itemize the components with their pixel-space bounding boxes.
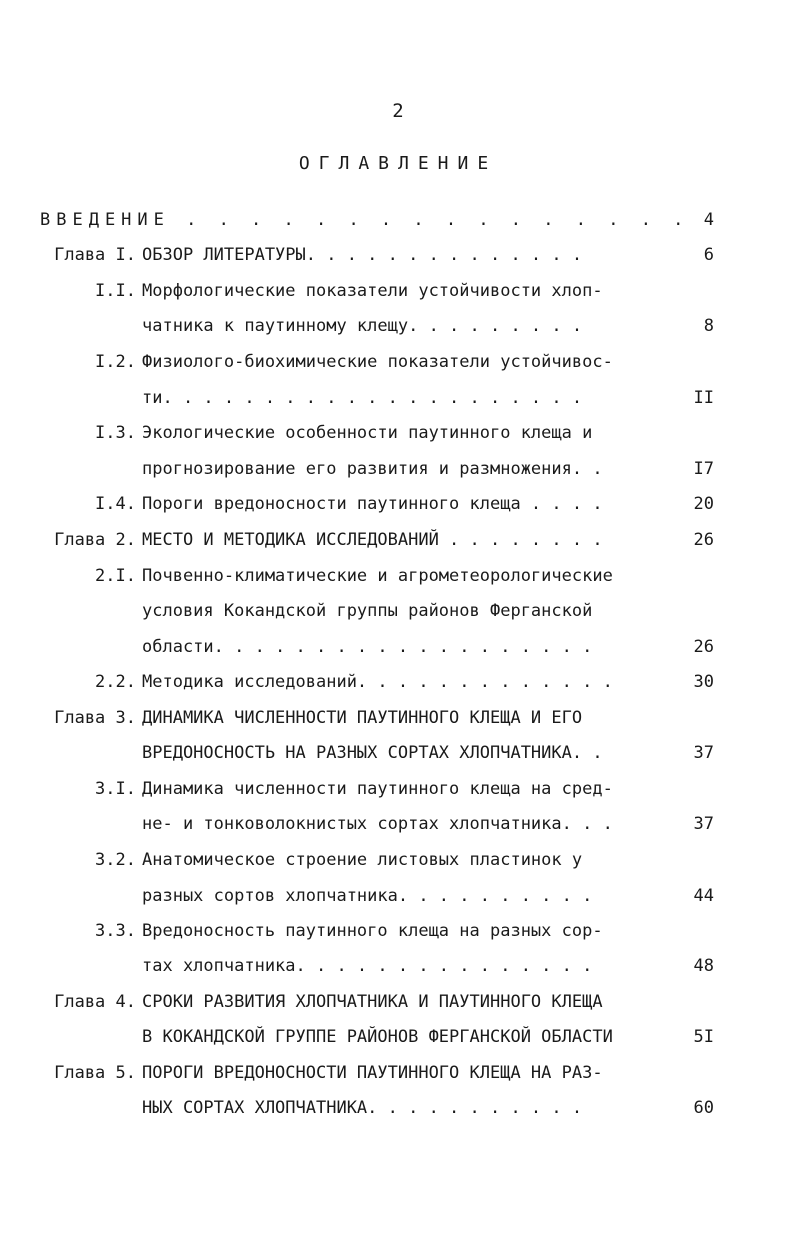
- toc-entry-text: Физиолого-биохимические показатели устойчивос-: [142, 352, 613, 372]
- toc-entry-text: прогнозирование его развития и размножения. .: [142, 459, 603, 479]
- toc-entry-text: МЕСТО И МЕТОДИКА ИССЛЕДОВАНИЙ . . . . . . . .: [142, 530, 603, 550]
- toc-entry-line: [0, 597, 796, 625]
- toc-entry-text: Почвенно-климатические и агрометеорологические: [142, 566, 613, 586]
- toc-entry-page: 60: [693, 1098, 714, 1118]
- toc-entry-text: ВВЕДЕНИЕ . . . . . . . . . . . . . . . .: [40, 210, 690, 230]
- toc-entry-text: ти. . . . . . . . . . . . . . . . . . . . .: [142, 388, 583, 408]
- toc-entry-page: 6: [703, 245, 714, 265]
- toc-entry-text: Экологические особенности паутинного клеща и: [142, 423, 593, 443]
- toc-entry-text: Вредоносность паутинного клеща на разных сор-: [142, 921, 603, 941]
- toc-entry-page: 8: [703, 316, 714, 336]
- toc-entry-label: Глава 3.: [54, 708, 136, 728]
- toc-entry-label: 3.3.: [95, 921, 136, 941]
- toc-entry-page: 26: [693, 530, 714, 550]
- toc-entry-line: [0, 526, 796, 554]
- toc-entry-label: I.3.: [95, 423, 136, 443]
- toc-entry-line: [0, 739, 796, 767]
- toc-entry-text: области. . . . . . . . . . . . . . . . . . .: [142, 637, 593, 657]
- toc-entry-text: НЫХ СОРТАХ ХЛОПЧАТНИКА. . . . . . . . . . .: [142, 1098, 583, 1118]
- toc-entry-text: чатника к паутинному клещу. . . . . . . . .: [142, 316, 583, 336]
- toc-entry-line: [0, 882, 796, 910]
- toc-entry-label: I.2.: [95, 352, 136, 372]
- toc-entry-page: 4: [703, 210, 714, 230]
- toc-entry-text: условия Кокандской группы районов Ферганской: [142, 601, 593, 621]
- toc-entry-line: [0, 633, 796, 661]
- toc-entry-page: I7: [693, 459, 714, 479]
- toc-entry-line: [0, 312, 796, 340]
- toc-entry-text: В КОКАНДСКОЙ ГРУППЕ РАЙОНОВ ФЕРГАНСКОЙ ОБЛАСТИ: [142, 1027, 613, 1047]
- toc-entry-text: СРОКИ РАЗВИТИЯ ХЛОПЧАТНИКА И ПАУТИННОГО КЛЕЩА: [142, 992, 603, 1012]
- toc-entry-line: [0, 668, 796, 696]
- toc-entry-line: [0, 384, 796, 412]
- toc-entry-line: [0, 917, 796, 945]
- toc-entry-text: ОБЗОР ЛИТЕРАТУРЫ. . . . . . . . . . . . . .: [142, 245, 583, 265]
- toc-entry-label: Глава I.: [54, 245, 136, 265]
- toc-entry-line: [0, 775, 796, 803]
- toc-entry-text: ДИНАМИКА ЧИСЛЕННОСТИ ПАУТИННОГО КЛЕЩА И ЕГО: [142, 708, 583, 728]
- toc-entry-line: [0, 277, 796, 305]
- toc-entry-label: I.4.: [95, 494, 136, 514]
- toc-entry-text: разных сортов хлопчатника. . . . . . . . . .: [142, 886, 593, 906]
- toc-entry-text: Динамика численности паутинного клеща на сред-: [142, 779, 613, 799]
- toc-entry-page: 48: [693, 956, 714, 976]
- page-number: 2: [392, 100, 404, 122]
- toc-entry-line: [0, 1094, 796, 1122]
- toc-entry-label: I.I.: [95, 281, 136, 301]
- toc-entry-text: ПОРОГИ ВРЕДОНОСНОСТИ ПАУТИННОГО КЛЕЩА НА РАЗ-: [142, 1063, 603, 1083]
- toc-entry-page: II: [693, 388, 714, 408]
- toc-entry-label: 3.2.: [95, 850, 136, 870]
- toc-entry-text: Морфологические показатели устойчивости хлоп-: [142, 281, 603, 301]
- toc-entry-page: 37: [693, 743, 714, 763]
- toc-entry-line: [0, 810, 796, 838]
- toc-entry-line: [0, 562, 796, 590]
- toc-entry-text: Методика исследований. . . . . . . . . . . . .: [142, 672, 613, 692]
- toc-entry-page: 5I: [693, 1027, 714, 1047]
- toc-entry-line: [0, 206, 796, 234]
- toc-entry-label: Глава 5.: [54, 1063, 136, 1083]
- toc-entry-text: не- и тонковолокнистых сортах хлопчатника. . .: [142, 814, 613, 834]
- toc-entry-line: [0, 490, 796, 518]
- toc-entry-line: [0, 704, 796, 732]
- toc-entry-line: [0, 241, 796, 269]
- toc-entry-page: 20: [693, 494, 714, 514]
- toc-entry-text: ВРЕДОНОСНОСТЬ НА РАЗНЫХ СОРТАХ ХЛОПЧАТНИКА. .: [142, 743, 603, 763]
- toc-entry-line: [0, 419, 796, 447]
- toc-entry-line: [0, 1023, 796, 1051]
- toc-entry-line: [0, 988, 796, 1016]
- toc-entry-line: [0, 455, 796, 483]
- toc-entry-page: 44: [693, 886, 714, 906]
- toc-entry-label: 3.I.: [95, 779, 136, 799]
- toc-entry-line: [0, 846, 796, 874]
- toc-entry-text: тах хлопчатника. . . . . . . . . . . . . . .: [142, 956, 593, 976]
- toc-entry-text: Пороги вредоносности паутинного клеща . . . .: [142, 494, 603, 514]
- toc-entry-label: 2.2.: [95, 672, 136, 692]
- toc-entry-page: 37: [693, 814, 714, 834]
- toc-entry-page: 30: [693, 672, 714, 692]
- toc-entry-label: 2.I.: [95, 566, 136, 586]
- toc-entry-line: [0, 348, 796, 376]
- toc-entry-text: Анатомическое строение листовых пластинок у: [142, 850, 583, 870]
- toc-entry-page: 26: [693, 637, 714, 657]
- toc-entry-label: Глава 4.: [54, 992, 136, 1012]
- toc-entry-line: [0, 952, 796, 980]
- toc-entry-line: [0, 1059, 796, 1087]
- toc-entry-label: Глава 2.: [54, 530, 136, 550]
- toc-title: ОГЛАВЛЕНИЕ: [298, 153, 498, 174]
